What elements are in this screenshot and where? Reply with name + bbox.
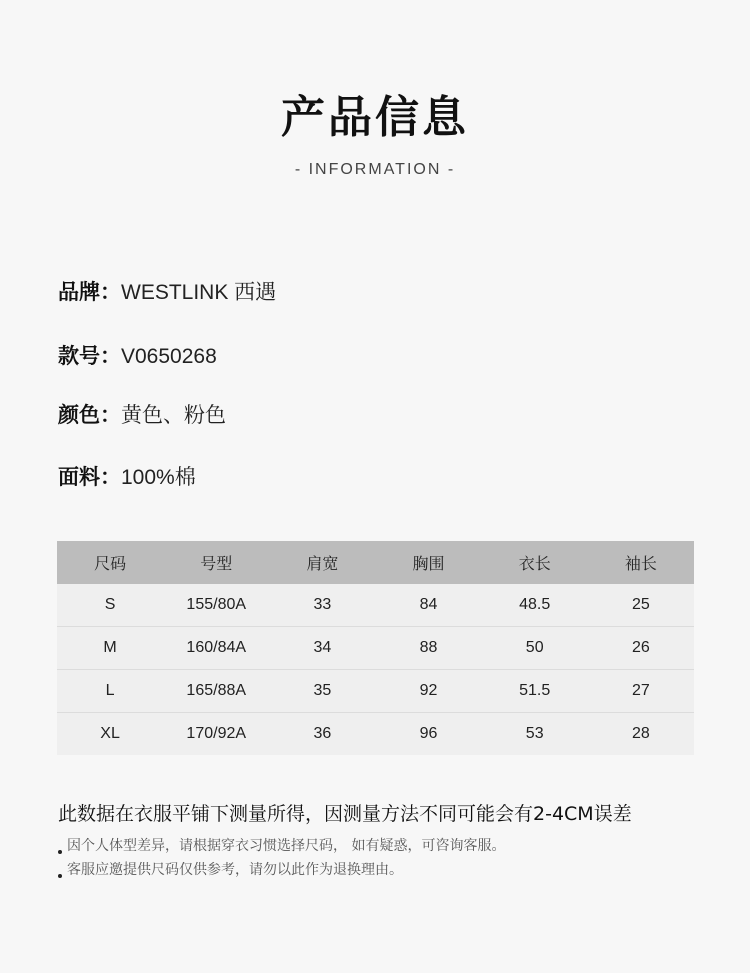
note-text: 因个人体型差异，请根据穿衣习惯选择尺码， 如有疑惑，可咨询客服。: [67, 838, 506, 854]
table-cell: 33: [269, 584, 375, 627]
column-header-fit: 号型: [163, 541, 269, 584]
info-row-style-number: [58, 340, 217, 372]
table-cell: 34: [269, 627, 375, 670]
info-row-color: [58, 399, 226, 431]
brand-label: 品牌：: [58, 280, 121, 304]
table-cell: 96: [375, 713, 481, 756]
table-row: [57, 713, 694, 756]
color-value: 黄色、粉色: [121, 404, 226, 427]
column-header-length: 衣长: [482, 541, 588, 584]
measurement-note-title: 此数据在衣服平铺下测量所得，因测量方法不同可能会有2-4CM误差: [58, 803, 632, 825]
table-cell: 160/84A: [163, 627, 269, 670]
table-cell: M: [57, 627, 163, 670]
page-title: 产品信息: [281, 92, 469, 143]
column-header-size: 尺码: [57, 541, 163, 584]
column-header-sleeve: 袖长: [588, 541, 694, 584]
table-cell: 28: [588, 713, 694, 756]
table-row: [57, 627, 694, 670]
bullet-dot-icon: [58, 874, 62, 878]
table-cell: 170/92A: [163, 713, 269, 756]
table-cell: 84: [375, 584, 481, 627]
style-number-label: 款号：: [58, 344, 121, 368]
table-header-row: [57, 541, 694, 584]
table-row: [57, 670, 694, 713]
table-row: [57, 584, 694, 627]
fabric-value: 100%棉: [121, 466, 196, 489]
page-subtitle: - INFORMATION -: [294, 161, 456, 178]
table-cell: 53: [482, 713, 588, 756]
note-text: 客服应邀提供尺码仅供参考，请勿以此作为退换理由。: [67, 862, 403, 878]
table-cell: S: [57, 584, 163, 627]
table-cell: 51.5: [482, 670, 588, 713]
brand-value: WESTLINK 西遇: [121, 281, 277, 304]
note-item: [58, 860, 403, 880]
size-chart-table: [57, 541, 694, 755]
color-label: 颜色：: [58, 403, 121, 427]
table-cell: 155/80A: [163, 584, 269, 627]
table-cell: 92: [375, 670, 481, 713]
table-cell: 165/88A: [163, 670, 269, 713]
table-cell: 88: [375, 627, 481, 670]
table-cell: 25: [588, 584, 694, 627]
table-cell: 50: [482, 627, 588, 670]
table-cell: 27: [588, 670, 694, 713]
info-row-fabric: [58, 461, 196, 493]
column-header-chest: 胸围: [375, 541, 481, 584]
info-row-brand: [58, 276, 276, 308]
table-cell: 35: [269, 670, 375, 713]
table-cell: 48.5: [482, 584, 588, 627]
column-header-shoulder: 肩宽: [269, 541, 375, 584]
table-cell: 36: [269, 713, 375, 756]
style-number-value: V0650268: [121, 345, 217, 368]
table-cell: XL: [57, 713, 163, 756]
table-cell: L: [57, 670, 163, 713]
table-cell: 26: [588, 627, 694, 670]
bullet-dot-icon: [58, 850, 62, 854]
note-item: [58, 836, 505, 856]
fabric-label: 面料：: [58, 465, 121, 489]
